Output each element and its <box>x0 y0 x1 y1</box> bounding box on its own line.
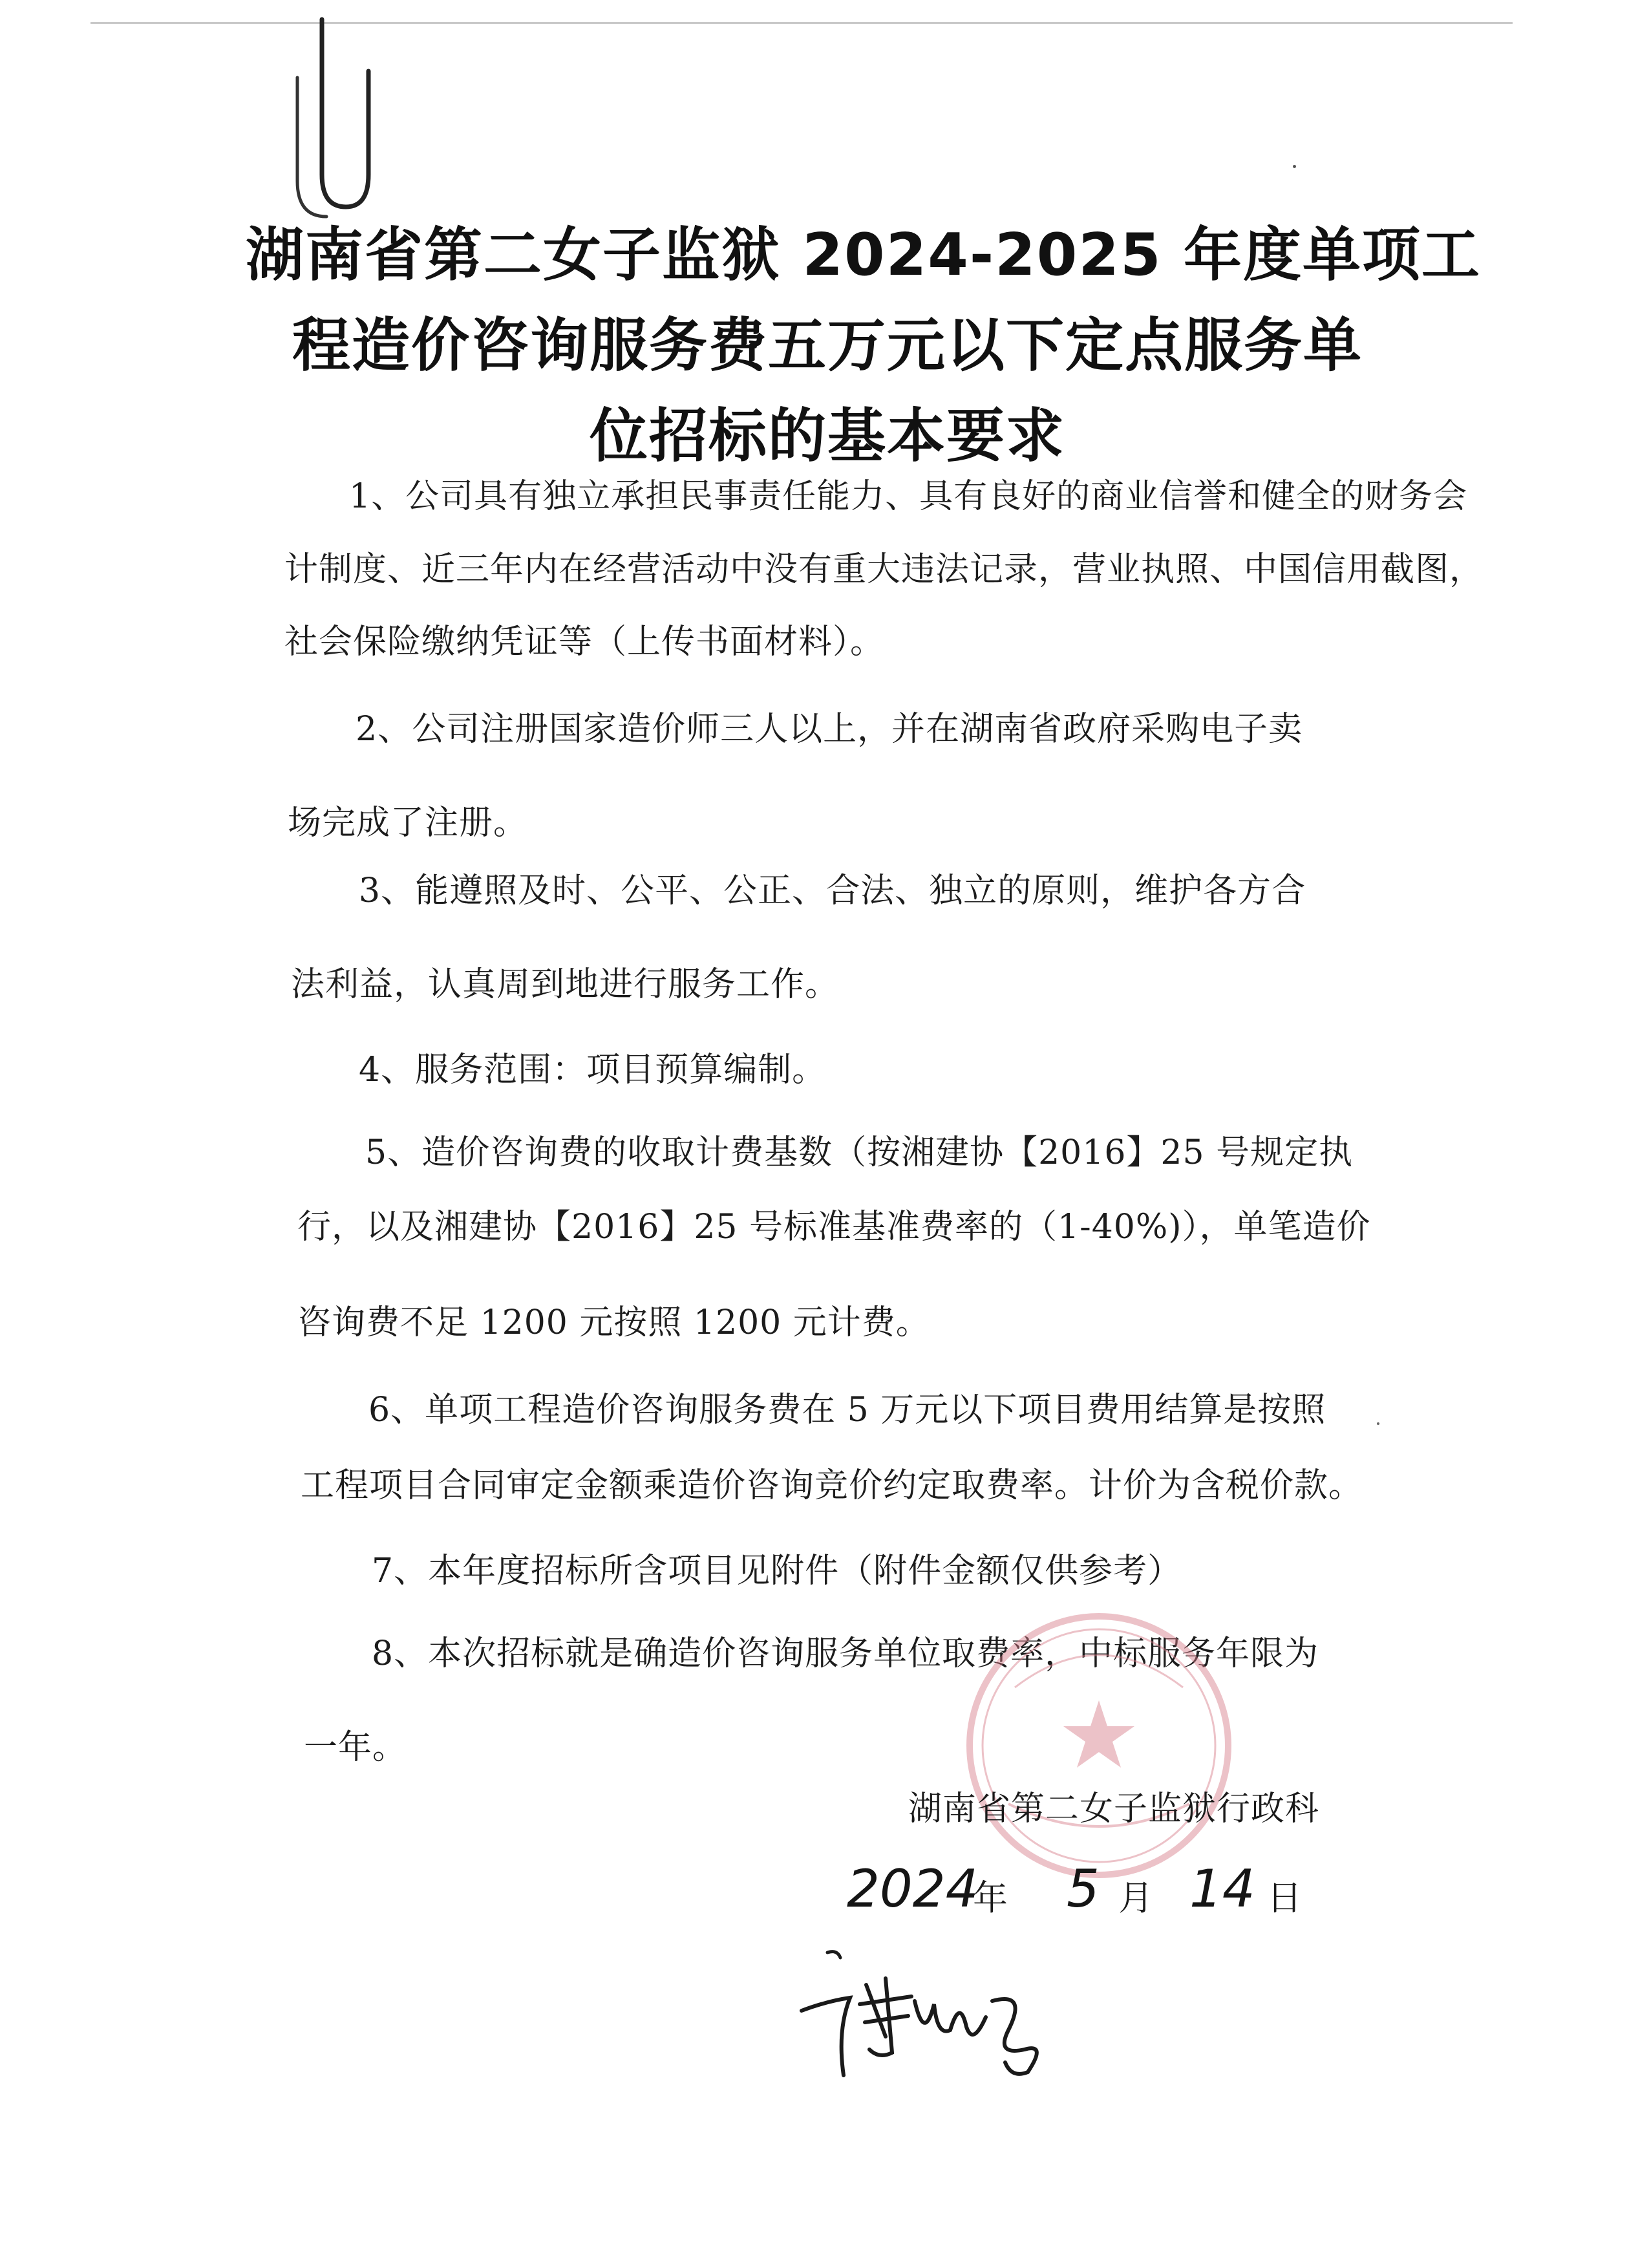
requirement-7: 7、本年度招标所含项目见附件（附件金额仅供参考） <box>372 1552 1182 1590</box>
scan-speck <box>1293 165 1296 168</box>
date-month-label: 月 <box>1118 1878 1153 1918</box>
date-year-label: 年 <box>973 1878 1008 1918</box>
scan-speck <box>1377 1422 1379 1425</box>
handwritten-signature <box>789 1940 1067 2082</box>
requirement-3-line-1: 3、能遵照及时、公平、公正、合法、独立的原则，维护各方合 <box>359 872 1306 910</box>
requirement-1-line-2: 计制度、近三年内在经营活动中没有重大违法记录，营业执照、中国信用截图， <box>284 550 1484 589</box>
requirement-8-line-2: 一年。 <box>304 1728 407 1767</box>
document-title <box>246 210 1481 482</box>
requirement-5-line-3: 咨询费不足 1200 元按照 1200 元计费。 <box>297 1303 930 1342</box>
requirement-8-line-1: 8、本次招标就是确造价咨询服务单位取费率，中标服务年限为 <box>372 1634 1319 1673</box>
requirement-6-line-1: 6、单项工程造价咨询服务费在 5 万元以下项目费用结算是按照 <box>368 1391 1326 1429</box>
title-line: 位招标的基本要求 <box>590 402 1065 470</box>
requirement-2-line-1: 2、公司注册国家造价师三人以上，并在湖南省政府采购电子卖 <box>356 710 1303 749</box>
date-day-label: 日 <box>1267 1878 1302 1918</box>
title-line: 程造价咨询服务费五万元以下定点服务单 <box>292 312 1363 380</box>
requirement-5-line-1: 5、造价咨询费的收取计费基数（按湘建协【2016】25 号规定执 <box>365 1133 1354 1172</box>
date-day-handwritten: 14 <box>1189 1859 1255 1919</box>
requirement-1-line-1: 1、公司具有独立承担民事责任能力、具有良好的商业信誉和健全的财务会 <box>349 477 1468 516</box>
requirement-3-line-2: 法利益，认真周到地进行服务工作。 <box>291 965 840 1004</box>
official-seal <box>957 1603 1241 1888</box>
requirement-1-line-3: 社会保险缴纳凭证等（上传书面材料）。 <box>284 623 885 661</box>
signing-date <box>840 1859 1332 1930</box>
title-line: 湖南省第二女子监狱 2024-2025 年度单项工 <box>246 221 1481 289</box>
paperclip-icon <box>284 13 381 220</box>
requirement-6-line-2: 工程项目合同审定金额乘造价咨询竞价约定取费率。计价为含税价款。 <box>301 1466 1363 1505</box>
requirement-4: 4、服务范围：项目预算编制。 <box>359 1051 827 1089</box>
requirement-2-line-2: 场完成了注册。 <box>288 804 528 842</box>
requirement-5-line-2: 行，以及湘建协【2016】25 号标准基准费率的（1-40%)），单笔造价 <box>297 1208 1371 1246</box>
date-month-handwritten: 5 <box>1067 1859 1100 1919</box>
issuing-department: 湖南省第二女子监狱行政科 <box>908 1790 1320 1828</box>
date-year-handwritten: 2024 <box>847 1859 979 1919</box>
